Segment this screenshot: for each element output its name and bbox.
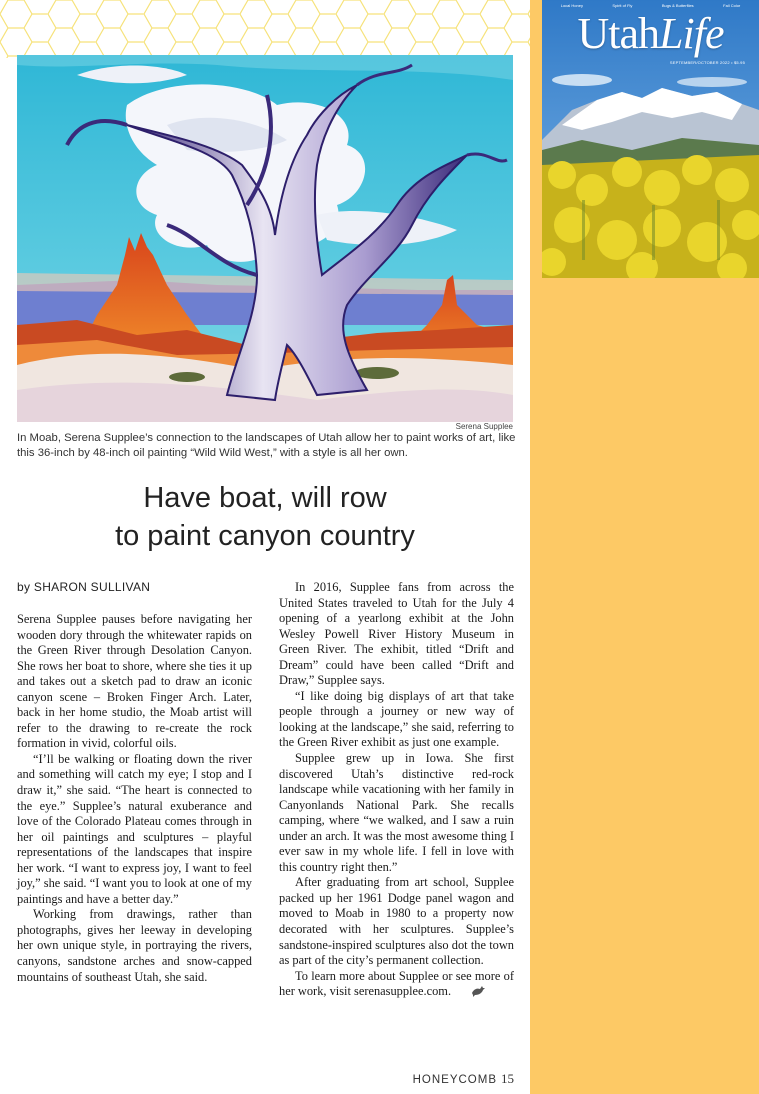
page-number: 15 <box>501 1071 514 1086</box>
headline-line-1: Have boat, will row <box>143 482 387 514</box>
byline: by SHARON SULLIVAN <box>17 580 151 594</box>
paragraph: Serena Supplee pauses before navigating her wooden dory through the whitewater rapids on the Green River through Desolation Canyon. She rows her boat to shore, where she ties it up and takes out a sketch pad to draw an iconic canyon scene – Broken Finger Arch. Later, back in her home studio, the Moab artist will refer to the drawing to re-create the rock formation in vivid, colorful oils. <box>17 612 252 751</box>
bird-end-mark-icon <box>454 984 486 1002</box>
honeycomb-pattern <box>0 0 530 58</box>
painting-image <box>17 55 513 422</box>
paragraph: Working from drawings, rather than photographs, gives her leeway in developing her own unique style, in portraying the rivers, canyons, sandstone arches and snow-capped mountains of southeast Utah, she said. <box>17 907 252 984</box>
cover-tag: Local Honey <box>560 3 583 8</box>
paragraph-closing <box>279 969 514 1002</box>
cover-title <box>542 8 759 59</box>
article-column-1 <box>17 612 252 985</box>
cover-title-italic: Life <box>659 9 724 58</box>
cover-tag: Spirit of Fly <box>612 3 633 8</box>
closing-text: To learn more about Supplee or see more of her work, visit serenasupplee.com. <box>279 968 514 999</box>
magazine-cover[interactable] <box>542 0 759 278</box>
cover-issue: SEPTEMBER/OCTOBER 2022 • $5.95 <box>669 60 745 65</box>
paragraph: In 2016, Supplee fans from across the United States traveled to Utah for the July 4 opening of a yearlong exhibit at the John Wesley Powell River History Museum in Green River. The exhibit, titled “Drift and Dream” could have been called “Drift and Draw,” Supplee says. <box>279 580 514 688</box>
publication-name: HONEYCOMB <box>412 1074 497 1086</box>
photo-credit: Serena Supplee <box>455 422 513 431</box>
article-headline <box>17 479 513 555</box>
page-footer <box>413 1071 514 1087</box>
paragraph: “I like doing big displays of art that take people through a journey or new way of looking at the landscape,” she said, referring to the Green River exhibit as just one example. <box>279 688 514 750</box>
cover-tag: Fall Color <box>723 3 741 8</box>
paragraph: “I’ll be walking or floating down the river and something will catch my eye; I stop and I draw it,” she said. “The heart is connected to the eye.” Supplee’s natural exuberance and love of the Colorado Plateau comes through in her oil paintings and sculptures – playful representations of the landscapes that inspire her work. “I want to express joy, I want to feel joy,” she said. “I want you to look at one of my paintings and have a better day.” <box>17 751 252 906</box>
cover-title-main: Utah <box>577 9 660 58</box>
headline-line-2: to paint canyon country <box>115 520 415 552</box>
photo-caption: In Moab, Serena Supplee’s connection to the landscapes of Utah allow her to paint works of art, like this 36-inch by 48-inch oil painting “Wild Wild West,” with a style is all her own. <box>17 432 516 459</box>
cover-tag: Bugs & Butterflies <box>661 3 694 8</box>
article-column-2 <box>279 580 514 1002</box>
paragraph: Supplee grew up in Iowa. She first discovered Utah’s distinctive red-rock landscape while vacationing with her family in Canyonlands National Park. She recalls camping, where “we walked, and I saw a ruin under an arch. It was the most awesome thing I ever saw in my whole life. I fell in love with this country right then.” <box>279 751 514 874</box>
paragraph: After graduating from art school, Supplee packed up her 1961 Dodge panel wagon and moved to Moab in 1980 to a property now decorated with her sculptures. Supplee’s sandstone-inspired sculptures also dot the town as part of the city’s permanent collection. <box>279 875 514 968</box>
